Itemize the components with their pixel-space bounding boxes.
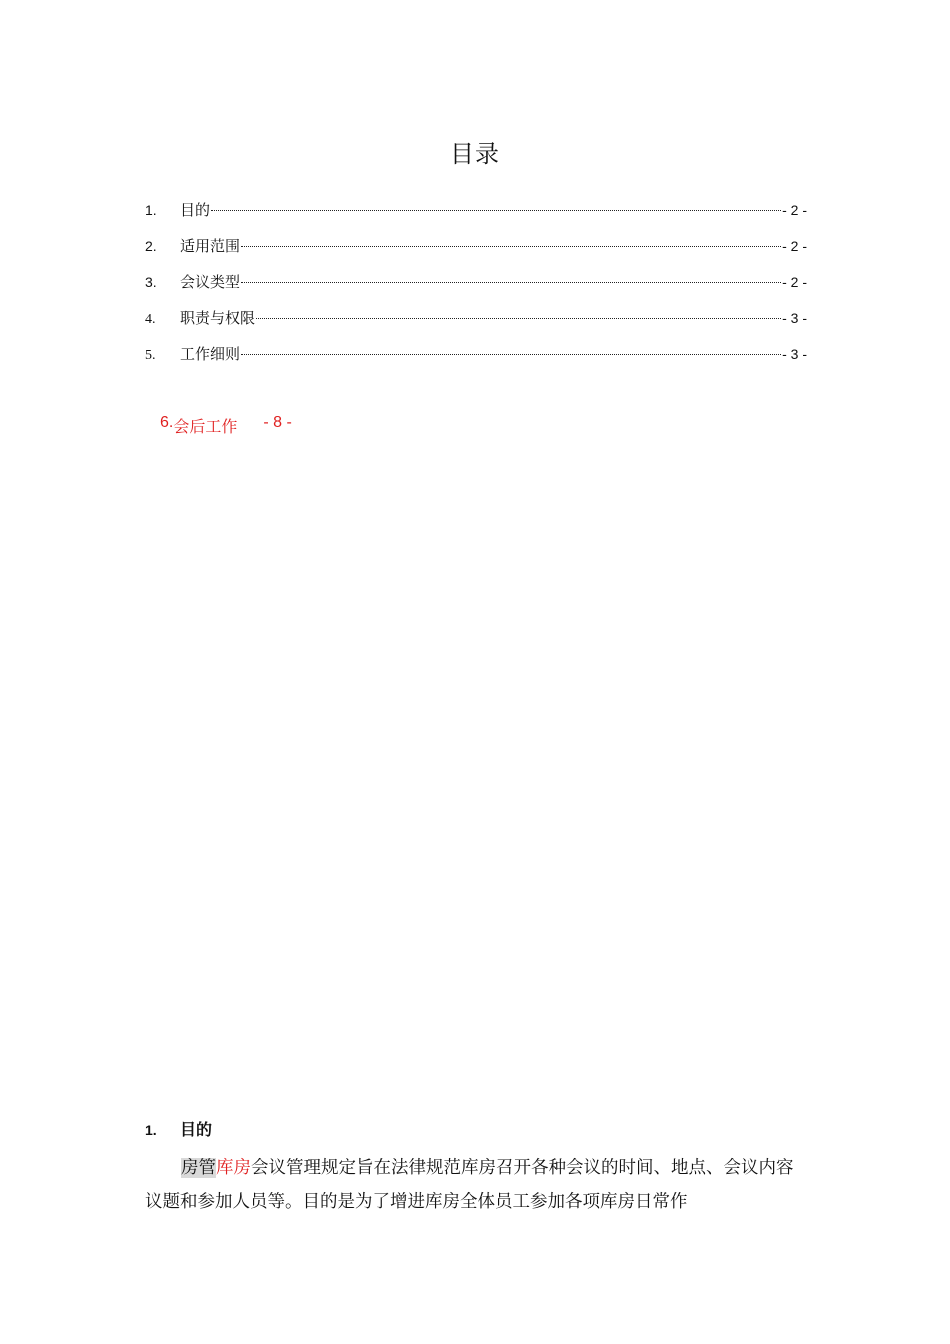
toc-entry-label: 目的	[180, 201, 211, 219]
toc-extra-entry[interactable]	[160, 414, 292, 437]
toc-entry-number: 3.	[145, 274, 157, 290]
toc-entry[interactable]	[145, 307, 807, 329]
toc-entry-number: 2.	[145, 238, 157, 254]
toc-entry[interactable]	[145, 235, 807, 257]
toc-leader-dots	[241, 354, 781, 355]
toc-entry[interactable]	[145, 199, 807, 221]
toc-leader-dots	[211, 210, 781, 211]
toc-entry[interactable]	[145, 271, 807, 293]
toc-entry-page: - 2 -	[782, 274, 807, 290]
toc-entry-label: 会议类型	[180, 273, 241, 291]
toc-leader-dots	[241, 246, 781, 247]
highlighted-text: 房管	[181, 1158, 216, 1178]
paragraph-text: 会议管理规定旨在法律规范库房召开各种会议的时间、地点、会议内容议题和参加人员等。目的是为了增进库房全体员工参加各项库房日常作	[145, 1158, 794, 1212]
toc-extra-number: 6.	[160, 414, 174, 431]
toc-entry-number: 1.	[145, 202, 157, 218]
toc-entry-number: 5.	[145, 348, 156, 363]
toc-entry-number: 4.	[145, 312, 156, 327]
section-heading	[145, 1117, 212, 1140]
toc-title: 目录	[450, 140, 500, 168]
toc-entry-page: - 3 -	[782, 310, 807, 326]
toc-entry-label: 职责与权限	[180, 309, 256, 327]
toc-entry[interactable]	[145, 343, 807, 365]
section-title: 目的	[180, 1120, 213, 1139]
toc-extra-page: - 8 -	[263, 414, 292, 431]
toc-leader-dots	[256, 318, 781, 319]
toc-extra-label: 会后工作	[173, 417, 238, 436]
section-number: 1.	[145, 1122, 157, 1138]
toc-entry-page: - 3 -	[782, 346, 807, 362]
toc-entry-label: 工作细则	[180, 345, 241, 363]
toc-leader-dots	[241, 282, 781, 283]
red-text: 库房	[216, 1158, 251, 1178]
toc-entry-label: 适用范围	[180, 237, 241, 255]
section-paragraph	[145, 1151, 805, 1219]
toc-entry-page: - 2 -	[782, 202, 807, 218]
toc-entry-page: - 2 -	[782, 238, 807, 254]
